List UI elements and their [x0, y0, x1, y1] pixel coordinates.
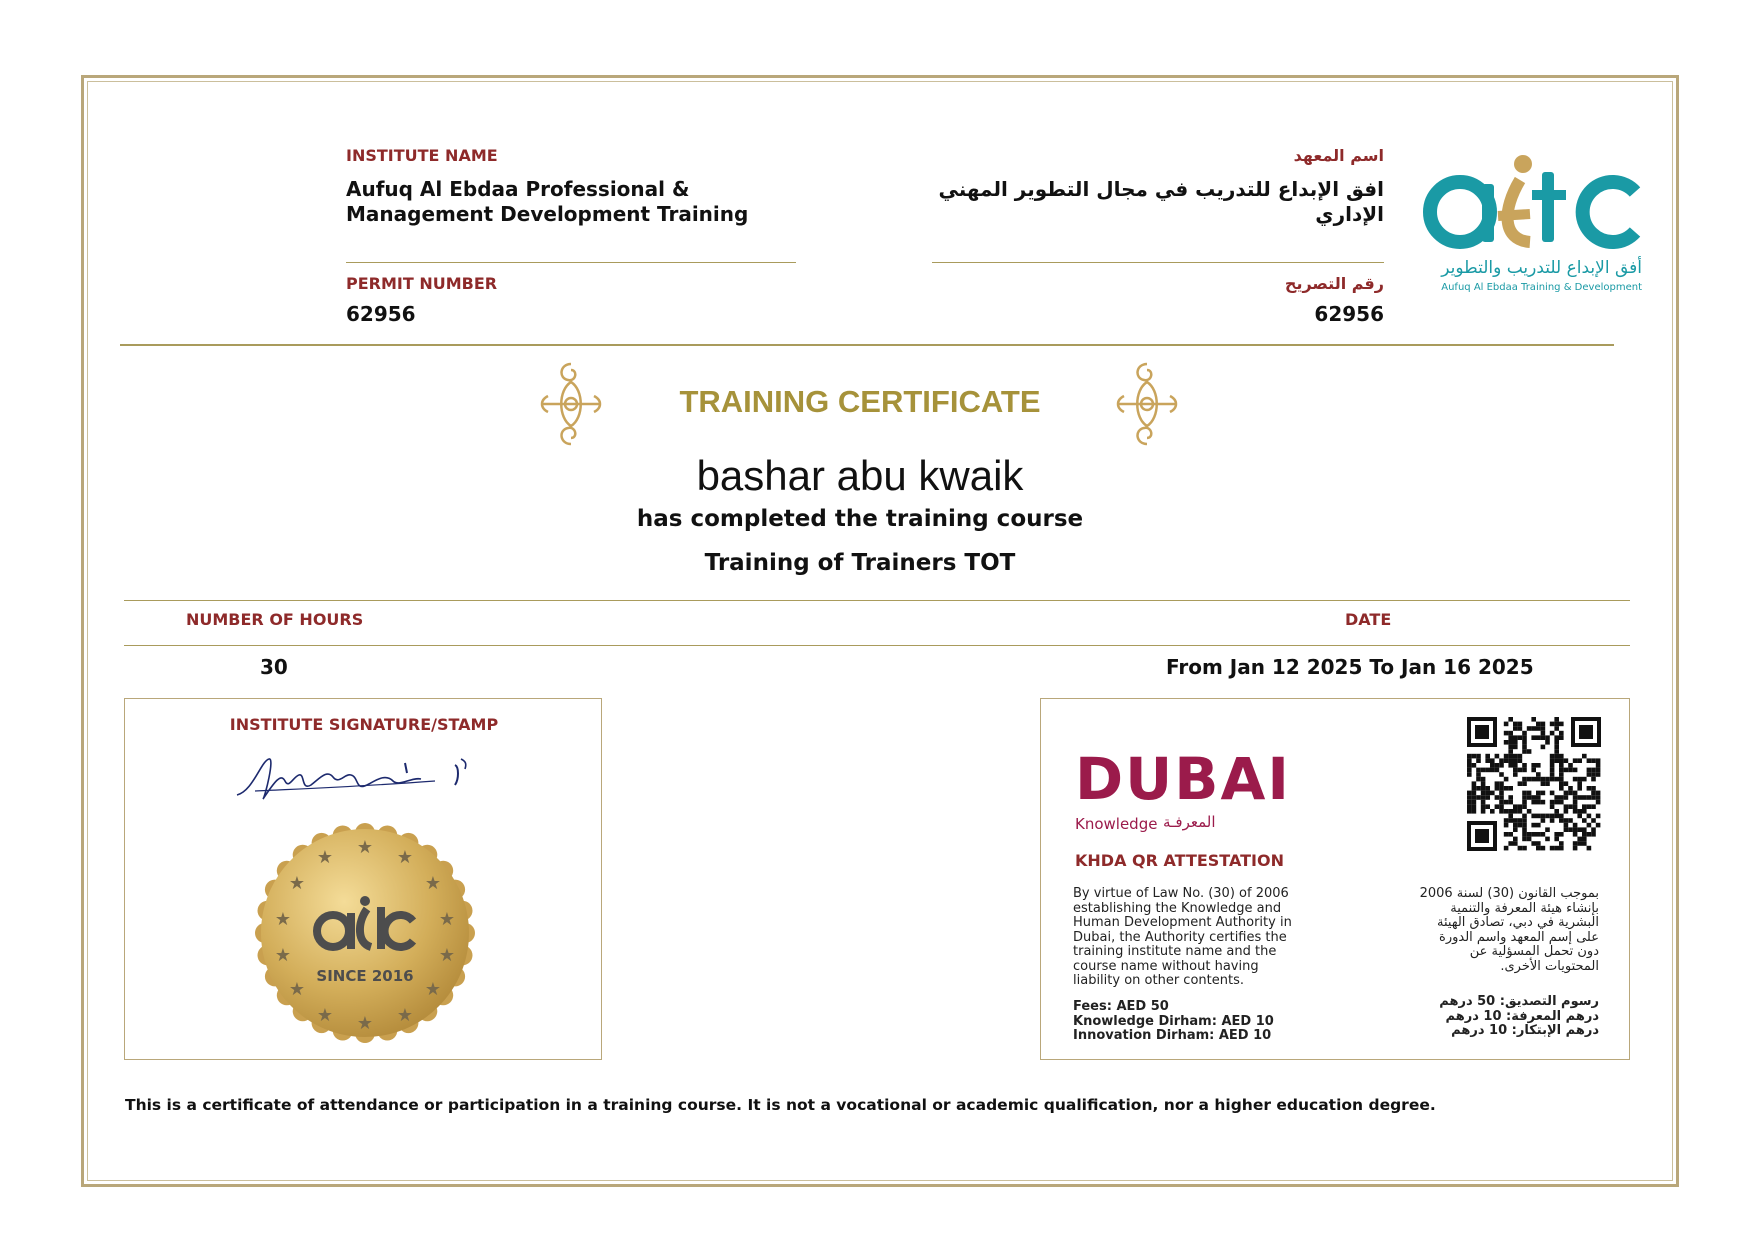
recipient-name: bashar abu kwaik	[696, 452, 1024, 499]
signature-stamp-box	[124, 698, 602, 1060]
logo-tagline-ar: أفق الإبداع للتدريب والتطوير	[1441, 258, 1642, 278]
khda-attestation-box	[1040, 698, 1630, 1060]
svg-text:★: ★	[288, 873, 306, 894]
hours-value: 30	[260, 655, 288, 679]
khda-fees-en: Fees: AED 50 Knowledge Dirham: AED 10 Innovation Dirham: AED 10	[1073, 999, 1274, 1043]
course-name: Training of Trainers TOT	[704, 550, 1016, 576]
signature-stamp-label: INSTITUTE SIGNATURE/STAMP	[229, 715, 499, 734]
svg-text:★: ★	[316, 1005, 334, 1026]
permit-number-label: PERMIT NUMBER	[346, 274, 498, 293]
khda-text-en: By virtue of Law No. (30) of 2006 establishing the Knowledge and Human Development Authority in Dubai, the Authority certifies the training institute name and the course name without having liability on other contents.	[1073, 886, 1292, 988]
seal-text: SINCE 2016	[316, 967, 414, 985]
institute-name-ar-line-1: افق الإبداع للتدريب في مجال التطوير المهني	[938, 177, 1384, 201]
institute-name-ar-underline	[932, 262, 1384, 263]
date-value: From Jan 12 2025 To Jan 16 2025	[1166, 655, 1534, 679]
svg-text:★: ★	[274, 909, 292, 930]
details-bottom-divider	[124, 645, 1630, 646]
svg-text:★: ★	[438, 945, 456, 966]
aetc-seal-icon	[255, 823, 475, 1043]
dubai-logo: DUBAI	[1075, 745, 1291, 813]
permit-number-value: 62956	[346, 302, 416, 326]
date-label: DATE	[1345, 610, 1392, 629]
details-top-divider	[124, 600, 1630, 601]
institute-name-ar-line-2: الإداري	[1315, 202, 1384, 226]
svg-text:★: ★	[438, 909, 456, 930]
signature-icon	[235, 751, 495, 811]
khda-attestation-label: KHDA QR ATTESTATION	[1075, 851, 1284, 870]
svg-text:★: ★	[424, 873, 442, 894]
certificate-title: TRAINING CERTIFICATE	[679, 384, 1041, 419]
khda-text-ar: بموجب القانون (30) لسنة 2006 بإنشاء هيئة المعرفة والتنمية البشرية في دبي، تصادق الهيئة على إسم المعهد واسم الدورة دون تحمل المسؤلية عن المحتويات الأخرى.	[1419, 886, 1599, 974]
svg-text:★: ★	[356, 837, 374, 858]
svg-text:★: ★	[356, 1013, 374, 1034]
institute-name-line-1: Aufuq Al Ebdaa Professional &	[346, 177, 690, 201]
institute-name-line-2: Management Development Training	[346, 202, 749, 226]
dubai-knowledge-ar: المعرفـة	[1163, 813, 1216, 831]
permit-number-value-ar: 62956	[1314, 302, 1384, 326]
hours-label: NUMBER OF HOURS	[186, 610, 364, 629]
disclaimer-text: This is a certificate of attendance or participation in a training course. It is not a vocational or academic qualification, nor a higher education degree.	[125, 1096, 1436, 1114]
institute-name-underline	[346, 262, 796, 263]
khda-fees-ar: رسوم التصديق: 50 درهم درهم المعرفة: 10 درهم درهم الإبتكار: 10 درهم	[1439, 994, 1599, 1038]
permit-number-label-ar: رقم التصريح	[1284, 274, 1384, 293]
dubai-knowledge-en: Knowledge	[1075, 815, 1158, 833]
svg-text:★: ★	[288, 979, 306, 1000]
svg-text:★: ★	[316, 847, 334, 868]
svg-text:★: ★	[274, 945, 292, 966]
logo-tagline-en: Aufuq Al Ebdaa Training & Development	[1441, 282, 1642, 293]
svg-text:★: ★	[424, 979, 442, 1000]
institute-name-label-ar: اسم المعهد	[1293, 146, 1384, 165]
svg-text:★: ★	[396, 847, 414, 868]
header-divider	[120, 344, 1614, 346]
completed-text: has completed the training course	[636, 506, 1084, 532]
aetc-logo	[1410, 150, 1650, 300]
institute-name-label: INSTITUTE NAME	[346, 146, 498, 165]
qr-code-icon[interactable]	[1465, 715, 1603, 853]
svg-text:★: ★	[396, 1005, 414, 1026]
